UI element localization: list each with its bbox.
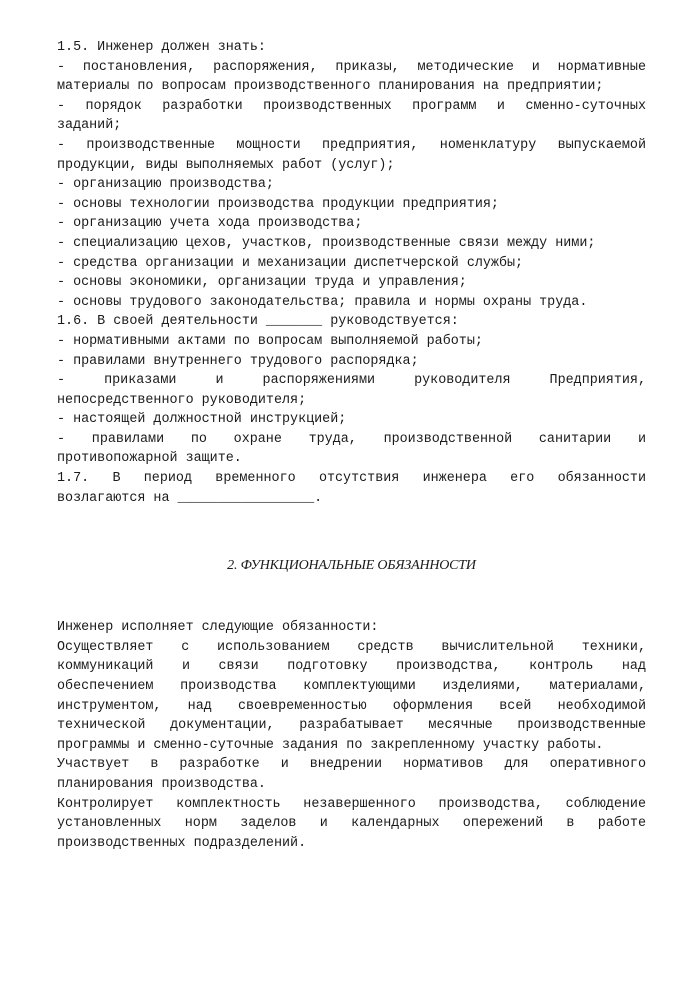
text-line: Инженер исполняет следующие обязанности:	[57, 620, 379, 636]
section-general-provisions	[57, 38, 646, 508]
text-line: - настоящей должностной инструкцией;	[57, 412, 347, 428]
text-line: технической документации, разрабатывает месячные производственные	[57, 718, 646, 734]
text-line: Осуществляет с использованием средств вычислительной техники,	[57, 639, 646, 655]
text-line: - производственные мощности предприятия, номенклатуру выпускаемой	[57, 137, 646, 153]
text-line: продукции, виды выполняемых работ (услуг);	[57, 157, 395, 173]
text-line: - порядок разработки производственных программ и сменно-суточных	[57, 98, 646, 114]
text-line: - правилами внутреннего трудового распорядка;	[57, 353, 419, 369]
text-line: заданий;	[57, 118, 122, 134]
text-line: - средства организации и механизации диспетчерской службы;	[57, 255, 524, 271]
text-line: 1.6. В своей деятельности _______ руководствуется:	[57, 314, 459, 330]
text-line: возлагаются на _________________.	[57, 490, 323, 506]
text-line: - специализацию цехов, участков, производственные связи между ними;	[57, 235, 596, 251]
text-line: планирования производства.	[57, 777, 266, 792]
text-line: Контролирует комплектность незавершенного производства, соблюдение	[57, 796, 646, 812]
text-line: инструментом, над своевременностью оформления всей необходимой	[57, 698, 646, 714]
text-line: - организацию производства;	[57, 177, 274, 193]
text-line: материалы по вопросам производственного планирования на предприятии;	[57, 79, 604, 95]
section-heading-functional-duties: 2. ФУНКЦИОНАЛЬНЫЕ ОБЯЗАННОСТИ	[227, 558, 476, 574]
text-line: - нормативными актами по вопросам выполняемой работы;	[57, 333, 483, 349]
text-line: - постановления, распоряжения, приказы, методические и нормативные	[57, 59, 646, 75]
text-line: противопожарной защите.	[57, 451, 242, 467]
text-line: обеспечением производства комплектующими изделиями, материалами,	[57, 679, 646, 695]
text-line: программы и сменно-суточные задания по закрепленному участку работы.	[57, 737, 604, 753]
text-line: - организацию учета хода производства;	[57, 216, 363, 232]
section-functional-duties	[57, 618, 646, 853]
text-line: коммуникаций и связи подготовку производства, контроль над	[57, 659, 646, 675]
text-line: 1.7. В период временного отсутствия инженера его обязанности	[57, 471, 646, 487]
text-line: - основы трудового законодательства; правила и нормы охраны труда.	[57, 294, 588, 310]
text-line: - правилами по охране труда, производственной санитарии и	[57, 431, 646, 447]
text-line: - основы технологии производства продукции предприятия;	[57, 196, 499, 212]
text-line: непосредственного руководителя;	[57, 392, 307, 408]
text-line: производственных подразделений.	[57, 835, 307, 851]
text-line: - основы экономики, организации труда и управления;	[57, 275, 467, 291]
text-line: 1.5. Инженер должен знать:	[57, 40, 266, 55]
text-line: - приказами и распоряжениями руководителя Предприятия,	[57, 373, 646, 389]
document-page	[57, 38, 646, 853]
text-line: установленных норм заделов и календарных опережений в работе	[57, 816, 646, 832]
text-line: Участвует в разработке и внедрении нормативов для оперативного	[57, 757, 646, 773]
